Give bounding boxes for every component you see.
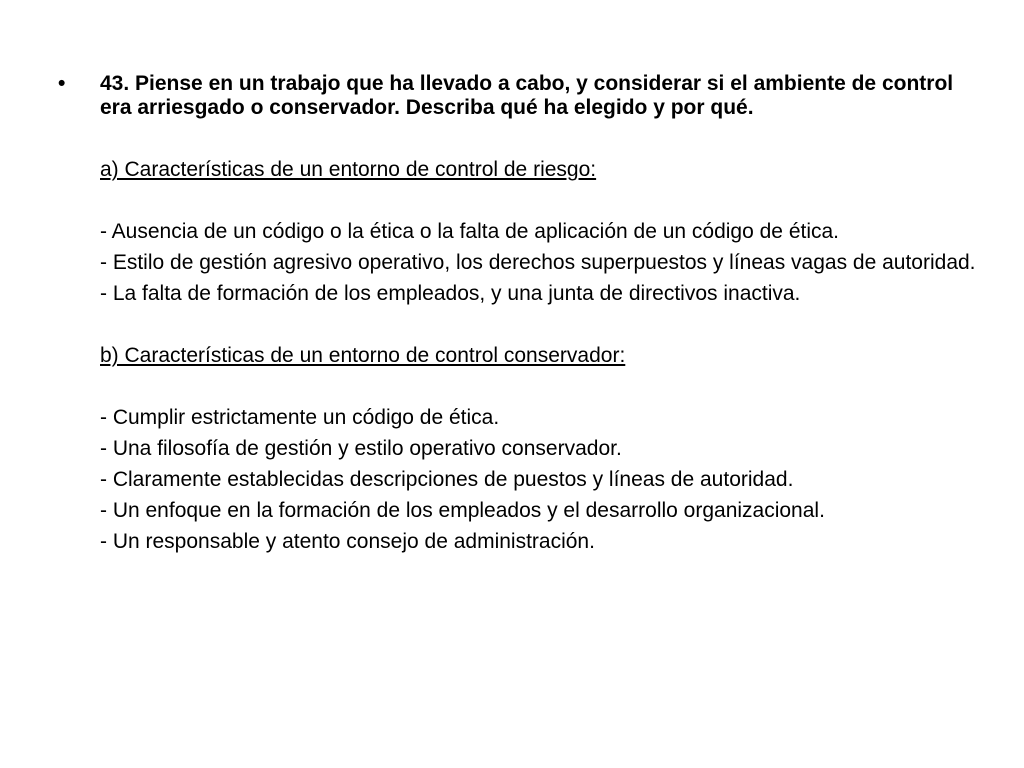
section-b-item: - Cumplir estrictamente un código de ética. xyxy=(100,406,500,429)
section-b-item: - Claramente establecidas descripciones de puestos y líneas de autoridad. xyxy=(100,468,794,491)
section-a-heading: a) Características de un entorno de control de riesgo: xyxy=(100,158,597,181)
section-a-item: - Ausencia de un código o la ética o la falta de aplicación de un código de ética. xyxy=(100,220,840,243)
question-paragraph xyxy=(58,72,980,120)
section-b-item: - Un enfoque en la formación de los empleados y el desarrollo organizacional. xyxy=(100,499,825,522)
bullet-icon: • xyxy=(58,72,66,95)
section-a-item: - Estilo de gestión agresivo operativo, los derechos superpuestos y líneas vagas de autoridad. xyxy=(100,251,976,274)
question-text: 43. Piense en un trabajo que ha llevado a cabo, y considerar si el ambiente de control era arriesgado o conservador. Describa qué ha elegido y por qué. xyxy=(100,72,954,119)
slide-content xyxy=(58,72,980,554)
section-b-item: - Un responsable y atento consejo de administración. xyxy=(100,530,595,553)
section-b-heading: b) Características de un entorno de control conservador: xyxy=(100,344,626,367)
section-b-item: - Una filosofía de gestión y estilo operativo conservador. xyxy=(100,437,622,460)
section-a-item: - La falta de formación de los empleados, y una junta de directivos inactiva. xyxy=(100,282,801,305)
